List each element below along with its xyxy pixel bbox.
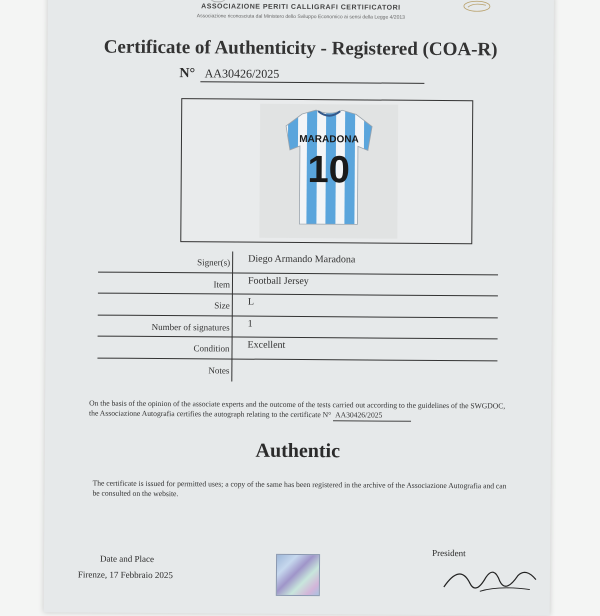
field-value: L xyxy=(247,296,254,308)
association-name: ASSOCIAZIONE PERITI CALLIGRAFI CERTIFICATORI xyxy=(201,3,401,12)
date-place-label: Date and Place xyxy=(100,553,155,564)
field-value: Football Jersey xyxy=(247,275,309,287)
opinion-paragraph xyxy=(89,399,509,423)
certificate-number-row xyxy=(179,66,479,84)
field-row-signer xyxy=(98,251,498,275)
field-value: Diego Armando Maradona xyxy=(248,253,356,266)
field-label: Number of signatures xyxy=(151,321,230,333)
hologram-seal-icon xyxy=(276,554,320,596)
jersey-photo xyxy=(259,104,398,239)
field-label: Signer(s) xyxy=(197,257,231,268)
certificate-title: Certificate of Authenticity - Registered (COA-R) xyxy=(103,36,498,61)
association-subtitle: Associazione riconosciuta dal Ministero dello Sviluppo Economico ai sensi della Legge 4/2013 xyxy=(196,13,405,21)
jersey-number: 10 xyxy=(307,149,351,192)
date-place-value: Firenze, 17 Febbraio 2025 xyxy=(77,569,173,581)
field-row-notes xyxy=(97,358,497,382)
signature-icon xyxy=(440,557,540,598)
field-label: Size xyxy=(214,300,230,311)
registration-note: The certificate is issued for permitted uses; a copy of the same has been registered in the archive of the Associazione Autografia and can be consulted on the website. xyxy=(92,478,507,499)
president-label: President xyxy=(432,547,466,559)
field-row-signatures xyxy=(98,315,498,339)
opinion-text: On the basis of the opinion of the associate experts and the outcome of the tests carried out according to the guidelines of the SWGDOC, the Associazione Autografia certifies the autograph relating to the certificate N° xyxy=(89,398,506,420)
jersey-name: MARADONA xyxy=(299,133,359,146)
field-label: Item xyxy=(213,278,231,290)
field-row-size xyxy=(98,294,498,318)
field-label: Notes xyxy=(208,364,230,376)
header-logo-mark xyxy=(208,0,228,2)
certificate-fields xyxy=(97,251,498,383)
field-value: Excellent xyxy=(247,339,286,351)
certificate-number: AA30426/2025 xyxy=(201,66,425,84)
certificate-paper xyxy=(44,0,554,616)
item-photo-frame xyxy=(180,98,473,244)
certificate-number-label: N° xyxy=(179,66,196,82)
field-row-condition xyxy=(97,337,497,361)
jersey-image xyxy=(259,104,398,239)
field-label: Condition xyxy=(193,343,230,354)
field-value: 1 xyxy=(247,318,253,330)
opinion-cert-ref: AA30426/2025 xyxy=(333,410,411,422)
verdict-heading: Authentic xyxy=(255,439,341,463)
field-row-item xyxy=(98,272,498,296)
